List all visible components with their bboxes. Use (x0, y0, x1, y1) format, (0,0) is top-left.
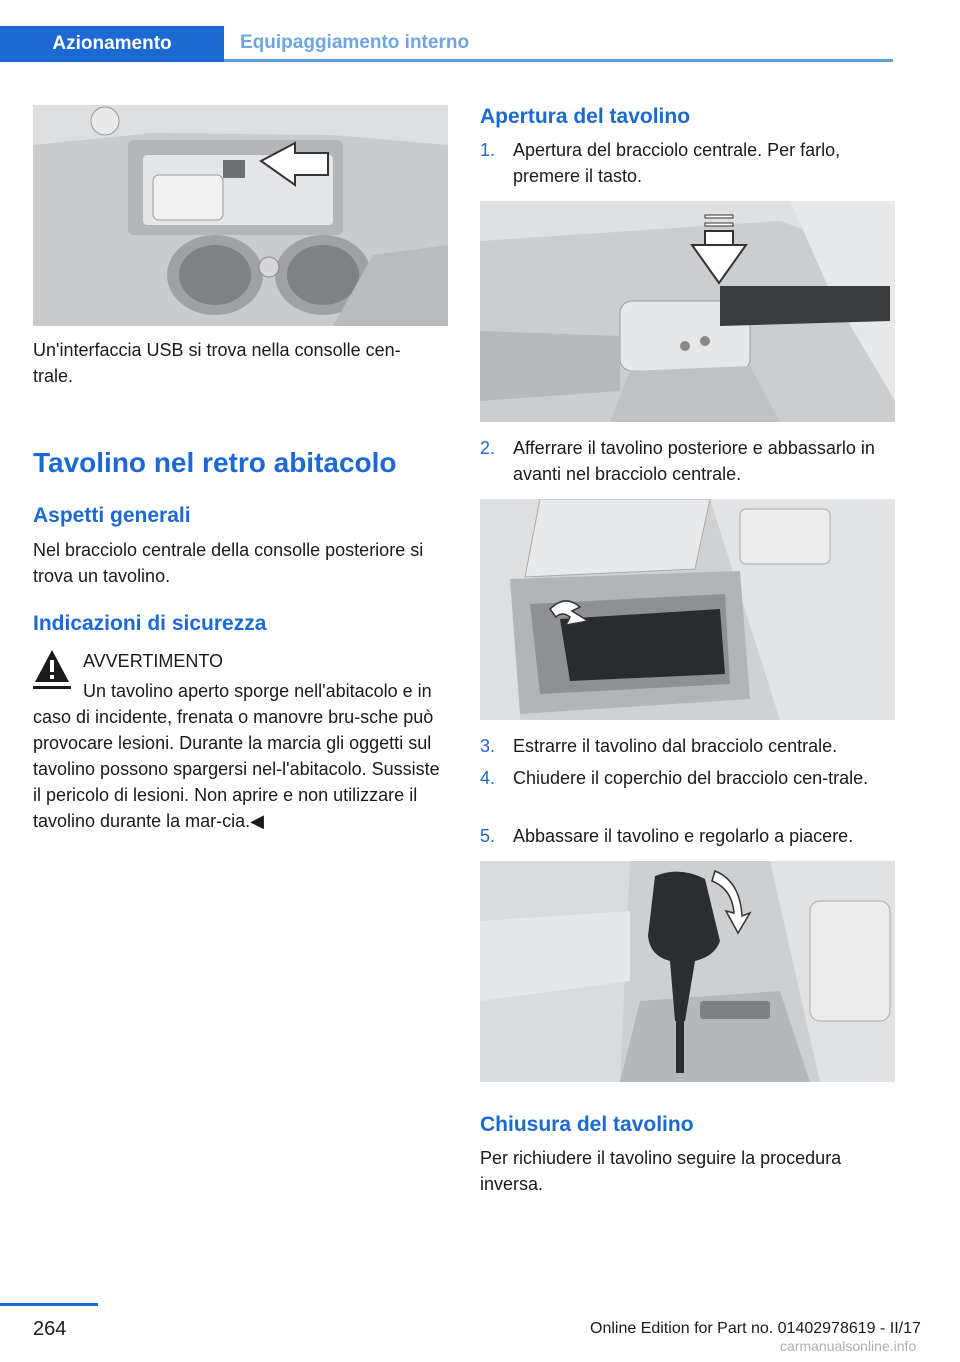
usb-console-figure (33, 105, 448, 326)
step-number: 5. (480, 826, 496, 846)
general-heading: Aspetti generali (33, 504, 191, 527)
warning-label: AVVERTIMENTO (83, 651, 224, 671)
armrest-button-figure (480, 201, 895, 422)
step-text: Abbassare il tavolino e regolarlo a piacere. (513, 826, 854, 846)
step-number: 4. (480, 768, 496, 788)
usb-caption: Un'interfaccia USB si trova nella consolle cen- trale. (33, 340, 401, 386)
page-header (0, 26, 893, 62)
step-text: Estrarre il tavolino dal bracciolo centrale. (513, 736, 838, 756)
step-text: Apertura del bracciolo centrale. Per farlo, premere il tasto. (513, 140, 841, 186)
armrest-table-figure (480, 499, 895, 720)
tab-azionamento[interactable]: Azionamento (0, 26, 224, 62)
step-number: 3. (480, 736, 496, 756)
lowered-table-figure (480, 861, 895, 1082)
watermark: carmanualsonline.info (780, 1338, 917, 1354)
closing-text: Per richiudere il tavolino seguire la procedura inversa. (480, 1148, 842, 1194)
warning-text: Un tavolino aperto sporge nell'abitacolo e in caso di incidente, frenata o manovre bru-sche può provocare lesioni. Durante la marcia gli oggetti sul tavolino possono spargersi nel-l'abitacolo. Sussiste il pericolo di lesioni. Non aprire e non utilizzare il tavolino durante la mar-cia.◀ (33, 681, 440, 831)
tab-equipaggiamento-interno[interactable]: Equipaggiamento interno (240, 31, 470, 53)
step-text: Afferrare il tavolino posteriore e abbassarlo in avanti nel bracciolo centrale. (513, 438, 875, 484)
closing-heading: Chiusura del tavolino (480, 1113, 694, 1136)
general-text: Nel bracciolo centrale della consolle posteriore si trova un tavolino. (33, 540, 424, 586)
edition-text: Online Edition for Part no. 01402978619 - II/17 (590, 1320, 921, 1337)
section-title: Tavolino nel retro abitacolo (33, 447, 397, 478)
safety-heading: Indicazioni di sicurezza (33, 612, 267, 635)
page-number: 264 (33, 1318, 67, 1340)
step-number: 1. (480, 140, 496, 160)
step-number: 2. (480, 438, 496, 458)
step-text: Chiudere il coperchio del bracciolo cen-trale. (513, 768, 869, 788)
footer-rule (0, 1303, 98, 1306)
opening-heading: Apertura del tavolino (480, 105, 691, 128)
